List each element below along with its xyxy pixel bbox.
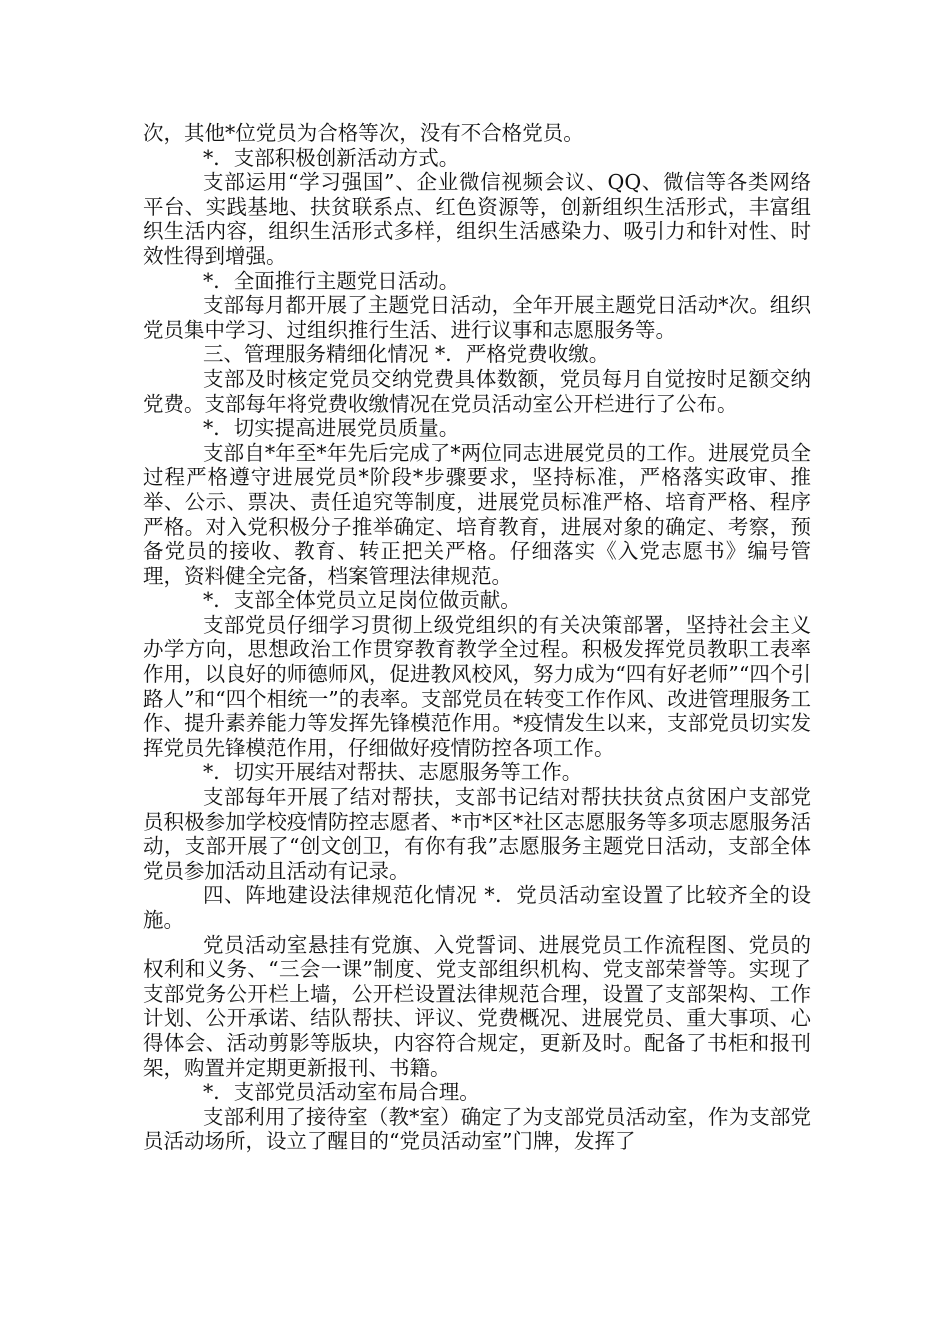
paragraph: 支部每月都开展了主题党日活动，全年开展主题党日活动*次。组织党员集中学习、过组织推行生活、进行议事和志愿服务等。 xyxy=(143,293,811,342)
paragraph: 四、阵地建设法律规范化情况 *．党员活动室设置了比较齐全的设施。 xyxy=(143,883,811,932)
paragraph: 次，其他*位党员为合格等次，没有不合格党员。 xyxy=(143,121,584,145)
paragraph: 三、管理服务精细化情况 *．严格党费收缴。 xyxy=(203,342,610,367)
paragraph: 支部每年开展了结对帮扶，支部书记结对帮扶扶贫点贫困户支部党员积极参加学校疫情防控志愿者、*市*区*社区志愿服务等多项志愿服务活动，支部开展了“创文创卫，有你有我”志愿服务主题党日活动，支部全体党员参加活动且活动有记录。 xyxy=(143,785,811,883)
paragraph: *．全面推行主题党日活动。 xyxy=(203,268,460,293)
paragraph: 支部党员仔细学习贯彻上级党组织的有关决策部署，坚持社会主义办学方向，思想政治工作贯穿教育教学全过程。积极发挥党员教职工表率作用，以良好的师德师风，促进教风校风，努力成为“四有好老师”“四个引路人”和“四个相统一”的表率。支部党员在转变工作作风、改进管理服务工作、提升素养能力等发挥先锋模范作用。*疫情发生以来，支部党员切实发挥党员先锋模范作用，仔细做好疫情防控各项工作。 xyxy=(143,612,811,760)
paragraph: 支部自*年至*年先后完成了*两位同志进展党员的工作。进展党员全过程严格遵守进展党员*阶段*步骤要求，坚持标准，严格落实政审、推举、公示、票决、责任追究等制度，进展党员标准严格、培育严格、程序严格。对入党积极分子推举确定、培育教育，进展对象的确定、考察，预备党员的接收、教育、转正把关严格。仔细落实《入党志愿书》编号管理，资料健全完备，档案管理法律规范。 xyxy=(143,440,811,588)
paragraph: *．切实开展结对帮扶、志愿服务等工作。 xyxy=(203,760,583,785)
paragraph: *．支部全体党员立足岗位做贡献。 xyxy=(203,588,521,613)
paragraph: 支部及时核定党员交纳党费具体数额，党员每月自觉按时足额交纳党费。支部每年将党费收缴情况在党员活动室公开栏进行了公布。 xyxy=(143,366,811,416)
paragraph: *．支部积极创新活动方式。 xyxy=(203,145,460,170)
paragraph: 支部利用了接待室（教*室）确定了为支部党员活动室，作为支部党员活动场所，设立了醒目的“党员活动室”门牌，发挥了 xyxy=(143,1104,811,1154)
paragraph: *．支部党员活动室布局合理。 xyxy=(203,1080,480,1105)
paragraph: 支部运用“学习强国”、企业微信视频会议、QQ、微信等各类网络平台、实践基地、扶贫联系点、红色资源等，创新组织生活形式，丰富组织生活内容，组织生活形式多样，组织生活感染力、吸引力和针对性、时效性得到增强。 xyxy=(143,170,811,268)
paragraph: 党员活动室悬挂有党旗、入党誓词、进展党员工作流程图、党员的权利和义务、“三会一课”制度、党支部组织机构、党支部荣誉等。实现了支部党务公开栏上墙，公开栏设置法律规范合理，设置了支部架构、工作计划、公开承诺、结队帮扶、评议、党费概况、进展党员、重大事项、心得体会、活动剪影等版块，内容符合规定，更新及时。配备了书柜和报刊架，购置并定期更新报刊、书籍。 xyxy=(143,932,811,1080)
paragraph: *．切实提高进展党员质量。 xyxy=(203,416,460,441)
document-page xyxy=(143,121,811,1154)
